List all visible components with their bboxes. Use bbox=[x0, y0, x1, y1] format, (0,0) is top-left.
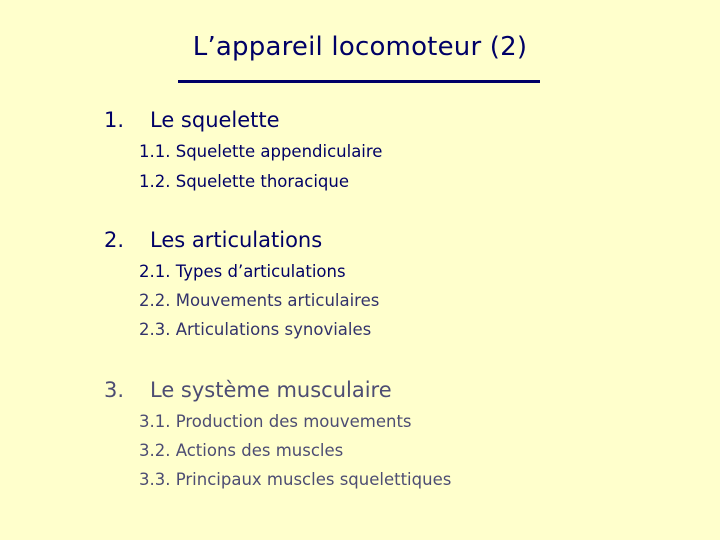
sub-item: 1.1. Squelette appendiculaire bbox=[139, 142, 383, 161]
section-title: Le squelette bbox=[150, 108, 280, 132]
sub-item: 2.1. Types d’articulations bbox=[139, 262, 346, 281]
sub-item: 1.2. Squelette thoracique bbox=[139, 172, 350, 191]
section-number: 2. bbox=[104, 228, 125, 252]
section-title: Le système musculaire bbox=[150, 378, 392, 402]
section-title: Les articulations bbox=[150, 228, 323, 252]
sub-item: 2.3. Articulations synoviales bbox=[139, 320, 372, 339]
sub-item: 3.3. Principaux muscles squelettiques bbox=[139, 470, 452, 489]
sub-item: 3.2. Actions des muscles bbox=[139, 441, 344, 460]
sub-item: 3.1. Production des mouvements bbox=[139, 412, 412, 431]
sub-item: 2.2. Mouvements articulaires bbox=[139, 291, 380, 310]
section-number: 3. bbox=[104, 378, 125, 402]
section-number: 1. bbox=[104, 108, 125, 132]
slide-title: L’appareil locomoteur (2) bbox=[192, 32, 528, 62]
title-underline bbox=[178, 80, 540, 83]
